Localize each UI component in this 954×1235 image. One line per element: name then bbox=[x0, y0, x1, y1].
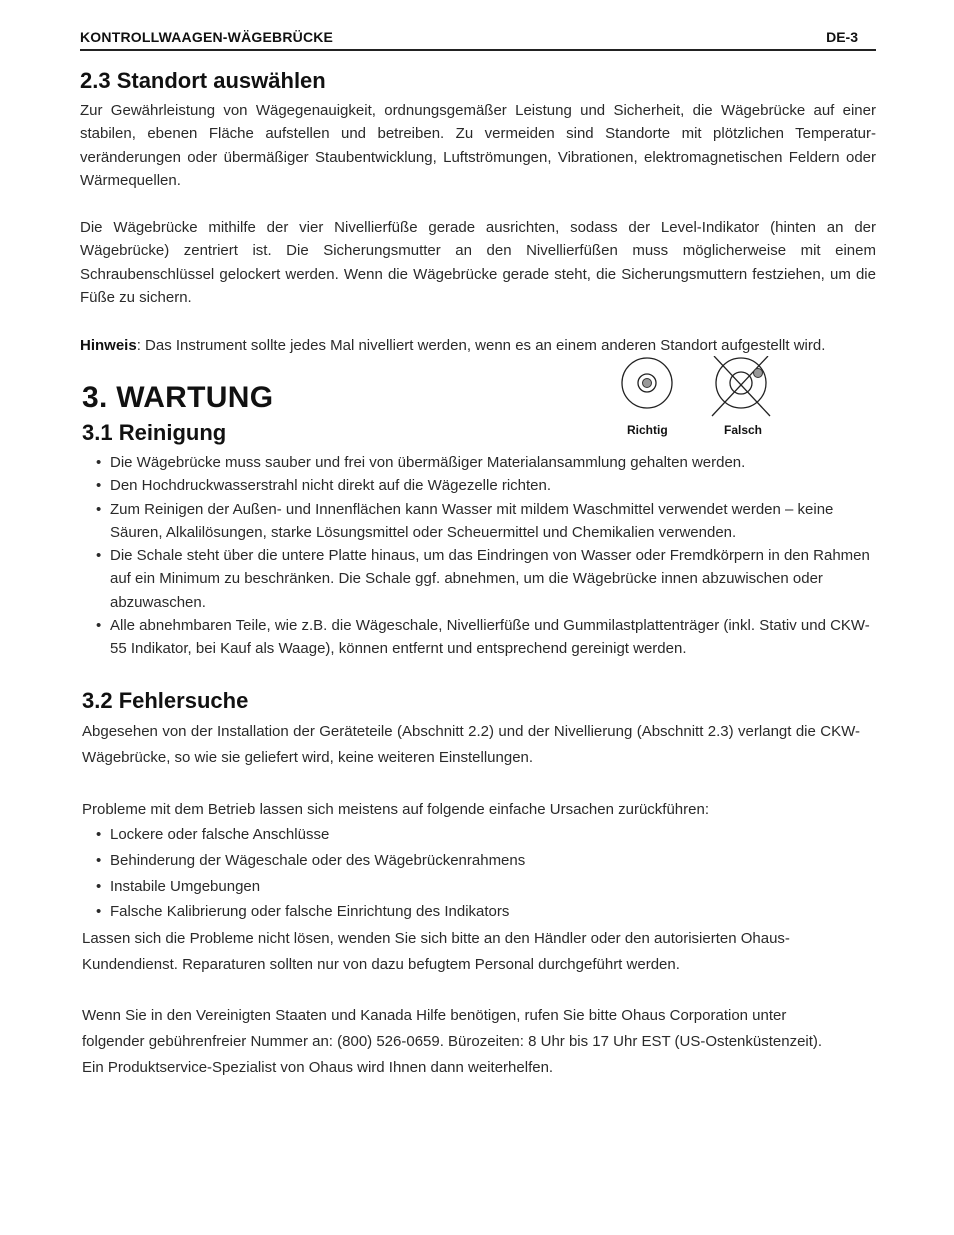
list-item: • Falsche Kalibrierung oder falsche Einrichtung des Indikators bbox=[96, 899, 856, 925]
list-item: • Alle abnehmbaren Teile, wie z.B. die Wägeschale, Nivellierfüße und Gummilastplattenträger (inkl. Stativ und CKW-55 Indikator, bei Kauf als Waage), können entfernt und entsprechend gereinigt werden. bbox=[96, 614, 872, 661]
section-2-3-heading: 2.3 Standort auswählen bbox=[80, 68, 326, 93]
note-label: Hinweis bbox=[80, 337, 137, 354]
level-incorrect-icon bbox=[710, 356, 774, 420]
section-3-2-paragraph-2: Probleme mit dem Betrieb lassen sich meistens auf folgende einfache Ursachen zurückführen: bbox=[82, 801, 709, 818]
list-item: • Instabile Umgebungen bbox=[96, 874, 856, 900]
list-item: • Die Wägebrücke muss sauber und frei von übermäßiger Materialansammlung gehalten werden. bbox=[96, 451, 872, 474]
section-2-3-paragraph-1: Zur Gewährleistung von Wägegenauigkeit, ordnungsgemäßer Leistung und Sicherheit, die Wägebrücke auf einer stabilen, ebenen Fläche aufstellen und betreiben. Zu vermeiden sind Standorte mit plötzlichen Temperatur-veränderungen oder übermäßiger Staubentwicklung, Luftströmungen, Vibrationen, elektromagnetischen Feldern oder Wärmequellen. bbox=[80, 102, 876, 190]
header-rule bbox=[80, 49, 876, 51]
section-3-2-paragraph-3 bbox=[82, 926, 790, 978]
level-correct-caption: Richtig bbox=[627, 423, 668, 437]
text-line: folgender gebührenfreier Nummer an: (800) 526-0659. Bürozeiten: 8 Uhr bis 17 Uhr EST (US-Ostenküstenzeit). bbox=[82, 1033, 823, 1050]
running-header-title: KONTROLLWAAGEN-WÄGEBRÜCKE bbox=[80, 29, 334, 45]
section-3-2-paragraph-1: Abgesehen von der Installation der Geräteteile (Abschnitt 2.2) und der Nivellierung (Abschnitt 2.3) verlangt die CKW-Wägebrücke, so wie sie geliefert wird, keine weiteren Einstellungen. bbox=[82, 723, 860, 766]
list-item: • Zum Reinigen der Außen- und Innenflächen kann Wasser mit mildem Waschmittel verwendet werden – keine Säuren, Alkalilösungen, starke Lösungsmittel oder Scheuermittel und Chemikalien verwenden. bbox=[96, 498, 872, 545]
note-paragraph bbox=[80, 334, 876, 357]
cleaning-list bbox=[96, 451, 872, 661]
troubleshooting-list bbox=[96, 822, 856, 925]
list-item: • Den Hochdruckwasserstrahl nicht direkt auf die Wägezelle richten. bbox=[96, 474, 872, 497]
level-incorrect-caption: Falsch bbox=[724, 423, 763, 437]
text-line: Kundendienst. Reparaturen sollten nur von dazu befugtem Personal durchgeführt werden. bbox=[82, 956, 680, 973]
page-number: DE-3 bbox=[826, 29, 858, 45]
level-correct-icon bbox=[618, 356, 676, 414]
chapter-3-heading: 3. WARTUNG bbox=[82, 381, 274, 414]
list-item: • Lockere oder falsche Anschlüsse bbox=[96, 822, 856, 848]
note-text: : Das Instrument sollte jedes Mal nivelliert werden, wenn es an einem anderen Standort aufgestellt wird. bbox=[136, 337, 826, 354]
text-line: Wenn Sie in den Vereinigten Staaten und Kanada Hilfe benötigen, rufen Sie bitte Ohaus Corporation unter bbox=[82, 1007, 787, 1024]
list-item: • Behinderung der Wägeschale oder des Wägebrückenrahmens bbox=[96, 848, 856, 874]
list-item: • Die Schale steht über die untere Platte hinaus, um das Eindringen von Wasser oder Fremdkörpern in den Rahmen auf ein Minimum zu beschränken. Die Schale ggf. abnehmen, um die Wägebrücke innen abzuwischen oder abzuwaschen. bbox=[96, 544, 872, 614]
text-line: Lassen sich die Probleme nicht lösen, wenden Sie sich bitte an den Händler oder den autorisierten Ohaus- bbox=[82, 930, 790, 947]
section-3-1-heading: 3.1 Reinigung bbox=[82, 420, 227, 445]
section-3-2-heading: 3.2 Fehlersuche bbox=[82, 688, 249, 713]
section-3-2-paragraph-4 bbox=[82, 1003, 822, 1081]
section-2-3-paragraph-2: Die Wägebrücke mithilfe der vier Nivellierfüße gerade ausrichten, sodass der Level-Indikator (hinten an der Wägebrücke) zentriert ist. Die Sicherungsmutter an den Nivellierfüßen muss möglicherweise mit einem Schraubenschlüssel gelockert werden. Wenn die Wägebrücke gerade steht, die Sicherungsmuttern festziehen, um die Füße zu sichern. bbox=[80, 219, 876, 307]
text-line: Ein Produktservice-Spezialist von Ohaus wird Ihnen dann weiterhelfen. bbox=[82, 1059, 554, 1076]
